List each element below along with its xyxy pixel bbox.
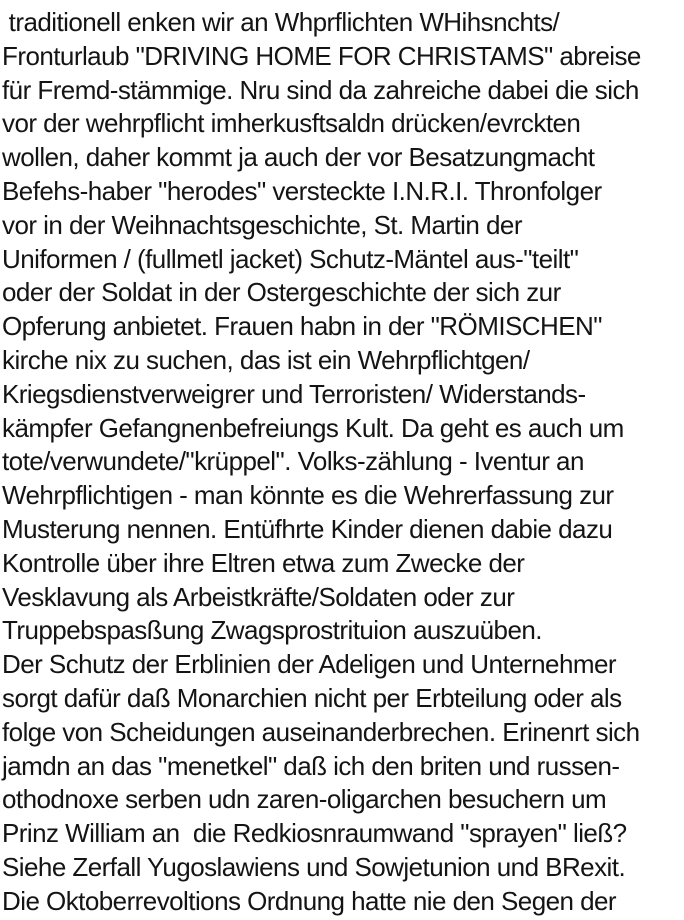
text-line: vor der wehrpflicht imherkusftsaldn drücken/evrckten: [2, 108, 581, 139]
text-line: Der Schutz der Erblinien der Adeligen und Unternehmer: [2, 649, 616, 680]
text-line: Fronturlaub "DRIVING HOME FOR CHRISTAMS" abreise: [2, 40, 641, 71]
text-line: Musterung nennen. Entüfhrte Kinder dienen dabie dazu: [2, 513, 613, 544]
text-line: vor in der Weihnachtsgeschichte, St. Martin der: [2, 209, 522, 240]
text-line: Befehs-haber "herodes" versteckte I.N.R.I. Thronfolger: [2, 175, 602, 206]
text-line: othodnoxe serben udn zaren-oligarchen besuchern um: [2, 784, 607, 815]
text-line: Wehrpflichtigen - man könnte es die Wehrerfassung zur: [2, 480, 614, 511]
text-line: Kontrolle über ihre Eltren etwa zum Zwecke der: [2, 547, 525, 578]
text-line: Die Oktoberrevoltions Ordnung hatte nie den Segen der: [2, 885, 617, 916]
text-line: Truppebspasßung Zwagsprostrituion auszuüben.: [2, 615, 542, 646]
text-line: sorgt dafür daß Monarchien nicht per Erbteilung oder als: [2, 682, 622, 713]
text-line: kämpfer Gefangnenbefreiungs Kult. Da geht es auch um: [2, 412, 624, 443]
text-line: Kriegsdienstverweigrer und Terroristen/ Widerstands-: [2, 378, 586, 409]
text-line: Opferung anbietet. Frauen habn in der "RÖMISCHEN": [2, 311, 602, 342]
text-line: Prinz William an die Redkiosnraumwand "sprayen" ließ?: [2, 818, 627, 849]
text-line: für Fremd-stämmige. Nru sind da zahreiche dabei die sich: [2, 74, 639, 105]
text-line: oder der Soldat in der Ostergeschichte der sich zur: [2, 277, 561, 308]
text-line: tote/verwundete/"krüppel". Volks-zählung - Iventur an: [2, 446, 584, 477]
text-line: wollen, daher kommt ja auch der vor Besatzungmacht: [2, 142, 595, 173]
text-line: traditionell enken wir an Whprflichten WHihsnchts/: [2, 7, 560, 37]
text-line: jamdn an das "menetkel" daß ich den briten und russen-: [2, 750, 620, 781]
text-line: kirche nix zu suchen, das ist ein Wehrpflichtgen/: [2, 344, 530, 375]
text-line: Vesklavung als Arbeistkräfte/Soldaten oder zur: [2, 581, 515, 612]
text-line: folge von Scheidungen auseinanderbrechen. Erinenrt sich: [2, 716, 640, 747]
text-line: Siehe Zerfall Yugoslawiens und Sowjetunion und BRexit.: [2, 851, 626, 882]
text-line: Uniformen / (fullmetl jacket) Schutz-Mäntel aus-"teilt": [2, 243, 579, 274]
